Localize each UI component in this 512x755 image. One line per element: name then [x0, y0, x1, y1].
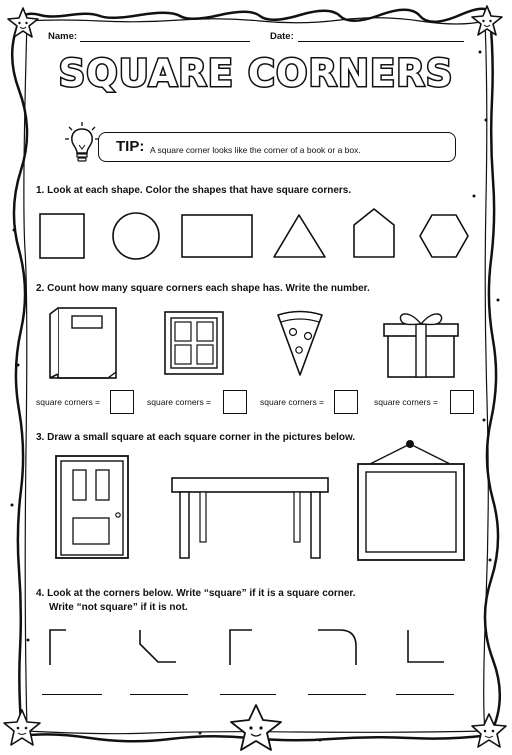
picture-frame-icon[interactable] — [358, 440, 464, 560]
q4-answer-line-3[interactable] — [220, 694, 276, 695]
q4-answer-line-4[interactable] — [308, 694, 366, 695]
shape-square[interactable] — [40, 214, 84, 258]
window-icon — [165, 312, 223, 374]
q2-label-2: square corners = — [147, 397, 212, 407]
shape-rectangle[interactable] — [182, 215, 252, 257]
question-text: Look at each shape. Color the shapes that have square corners. — [47, 185, 352, 196]
date-field[interactable] — [298, 41, 464, 42]
q2-answer-box-4[interactable] — [450, 390, 474, 414]
page-title: SQUARE CORNERS — [58, 52, 454, 95]
q4-answer-line-1[interactable] — [42, 694, 102, 695]
corner-square-1 — [50, 630, 66, 665]
q2-answer-box-1[interactable] — [110, 390, 134, 414]
q2-label-1: square corners = — [36, 397, 101, 407]
question-4-line2: Write “not square” if it is not. — [49, 602, 188, 613]
shape-triangle[interactable] — [274, 215, 325, 257]
shape-circle[interactable] — [113, 213, 159, 259]
q2-answer-box-2[interactable] — [223, 390, 247, 414]
q2-label-3: square corners = — [260, 397, 325, 407]
q4-corners-row — [40, 620, 480, 670]
lightbulb-icon — [62, 120, 102, 166]
question-number: 3. — [36, 432, 45, 443]
star-icon — [470, 4, 504, 38]
question-number: 1. — [36, 185, 45, 196]
name-label: Name: — [48, 31, 78, 42]
door-icon[interactable] — [56, 456, 128, 558]
q2-answer-box-3[interactable] — [334, 390, 358, 414]
question-1 — [36, 185, 351, 196]
star-icon — [226, 702, 286, 754]
star-icon — [470, 712, 508, 750]
corner-cut — [140, 630, 176, 662]
q3-pictures-row — [40, 440, 480, 570]
corner-square-2 — [230, 630, 252, 665]
question-4 — [36, 588, 356, 599]
star-icon — [2, 708, 42, 748]
tip-label: TIP: — [116, 138, 145, 155]
shape-hexagon[interactable] — [420, 215, 468, 257]
question-number: 2. — [36, 283, 45, 294]
shape-pentagon[interactable] — [354, 209, 394, 257]
date-label: Date: — [270, 31, 294, 42]
question-2 — [36, 283, 370, 294]
q2-label-4: square corners = — [374, 397, 439, 407]
q4-answer-line-2[interactable] — [130, 694, 188, 695]
corner-square-bottom — [408, 630, 444, 662]
table-icon[interactable] — [172, 478, 328, 558]
pizza-slice-icon — [278, 312, 322, 376]
question-text: Look at the corners below. Write “square” if it is a square corner. — [47, 588, 356, 599]
q4-answer-line-5[interactable] — [396, 694, 454, 695]
tip-text: A square corner looks like the corner of a book or a box. — [150, 145, 361, 155]
question-text: Count how many square corners each shape has. Write the number. — [47, 283, 370, 294]
q2-pictures-row — [30, 300, 470, 385]
book-icon — [50, 308, 116, 378]
question-number: 4. — [36, 588, 45, 599]
name-field[interactable] — [80, 41, 250, 42]
corner-rounded — [318, 630, 356, 665]
question-text: Draw a small square at each square corner in the pictures below. — [47, 432, 356, 443]
q1-shapes-row — [36, 205, 486, 265]
gift-box-icon — [384, 314, 458, 377]
star-icon — [6, 6, 40, 40]
